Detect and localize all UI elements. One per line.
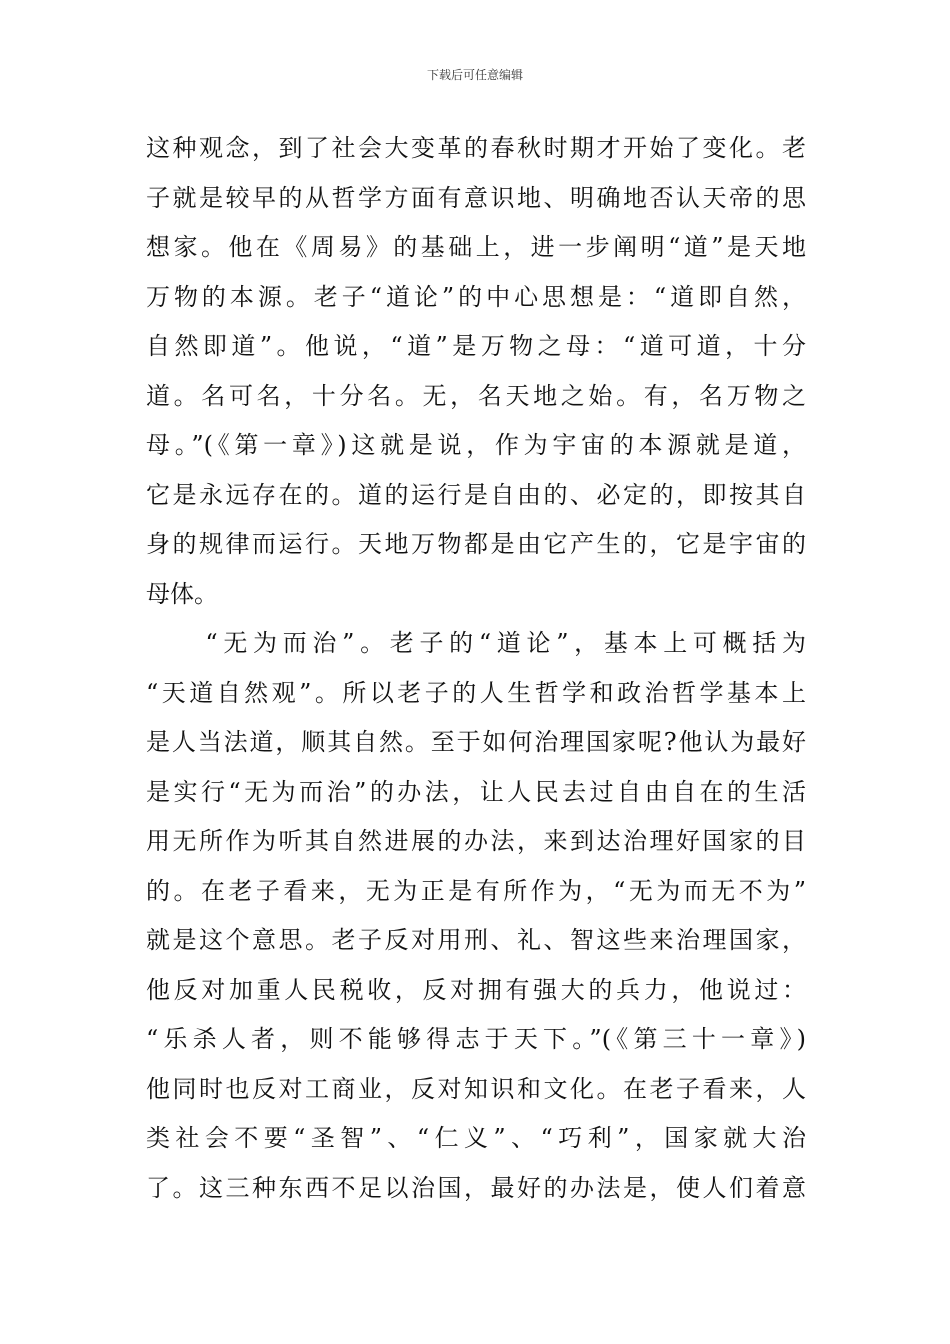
text-line: 的。在老子看来，无为正是有所作为，“无为而无不为”	[146, 876, 806, 905]
text-line: 子就是较早的从哲学方面有意识地、明确地否认天帝的思	[146, 183, 806, 212]
text-line-paragraph-start: “无为而治”。老子的“道论”，基本上可概括为	[146, 629, 806, 657]
text-line: 万物的本源。老子“道论”的中心思想是：“道即自然，	[146, 282, 806, 311]
text-line: 想家。他在《周易》的基础上，进一步阐明“道”是天地	[146, 233, 806, 261]
text-line: 他同时也反对工商业，反对知识和文化。在老子看来，人	[146, 1074, 806, 1103]
text-line: 母。”(《第一章》)这就是说，作为宇宙的本源就是道，	[146, 431, 806, 459]
text-line: 类社会不要“圣智”、“仁义”、“巧利”，国家就大治	[146, 1124, 806, 1152]
text-line: 用无所作为听其自然进展的办法，来到达治理好国家的目	[146, 827, 806, 855]
text-line: 是人当法道，顺其自然。至于如何治理国家呢?他认为最好	[146, 728, 806, 756]
text-line: 了。这三种东西不足以治国，最好的办法是，使人们着意	[146, 1173, 806, 1202]
text-line: 他反对加重人民税收，反对拥有强大的兵力，他说过：	[146, 975, 806, 1004]
body-text	[146, 124, 806, 1213]
header-note: 下载后可任意编辑	[426, 68, 523, 82]
text-line: 是实行“无为而治”的办法，让人民去过自由自在的生活	[146, 777, 806, 806]
text-line: 自然即道”。他说，“道”是万物之母：“道可道，十分	[146, 332, 806, 360]
text-line: 身的规律而运行。天地万物都是由它产生的，它是宇宙的	[146, 530, 806, 558]
text-line: “乐杀人者，则不能够得志于天下。”(《第三十一章》)	[146, 1025, 806, 1053]
text-line: 道。名可名，十分名。无，名天地之始。有，名万物之	[146, 381, 806, 410]
text-line: 这种观念，到了社会大变革的春秋时期才开始了变化。老	[146, 134, 806, 162]
text-line: “天道自然观”。所以老子的人生哲学和政治哲学基本上	[146, 678, 806, 707]
text-line: 它是永远存在的。道的运行是自由的、必定的，即按其自	[146, 480, 806, 509]
text-line: 就是这个意思。老子反对用刑、礼、智这些来治理国家，	[146, 926, 806, 954]
text-line-paragraph-end: 母体。	[146, 579, 218, 608]
